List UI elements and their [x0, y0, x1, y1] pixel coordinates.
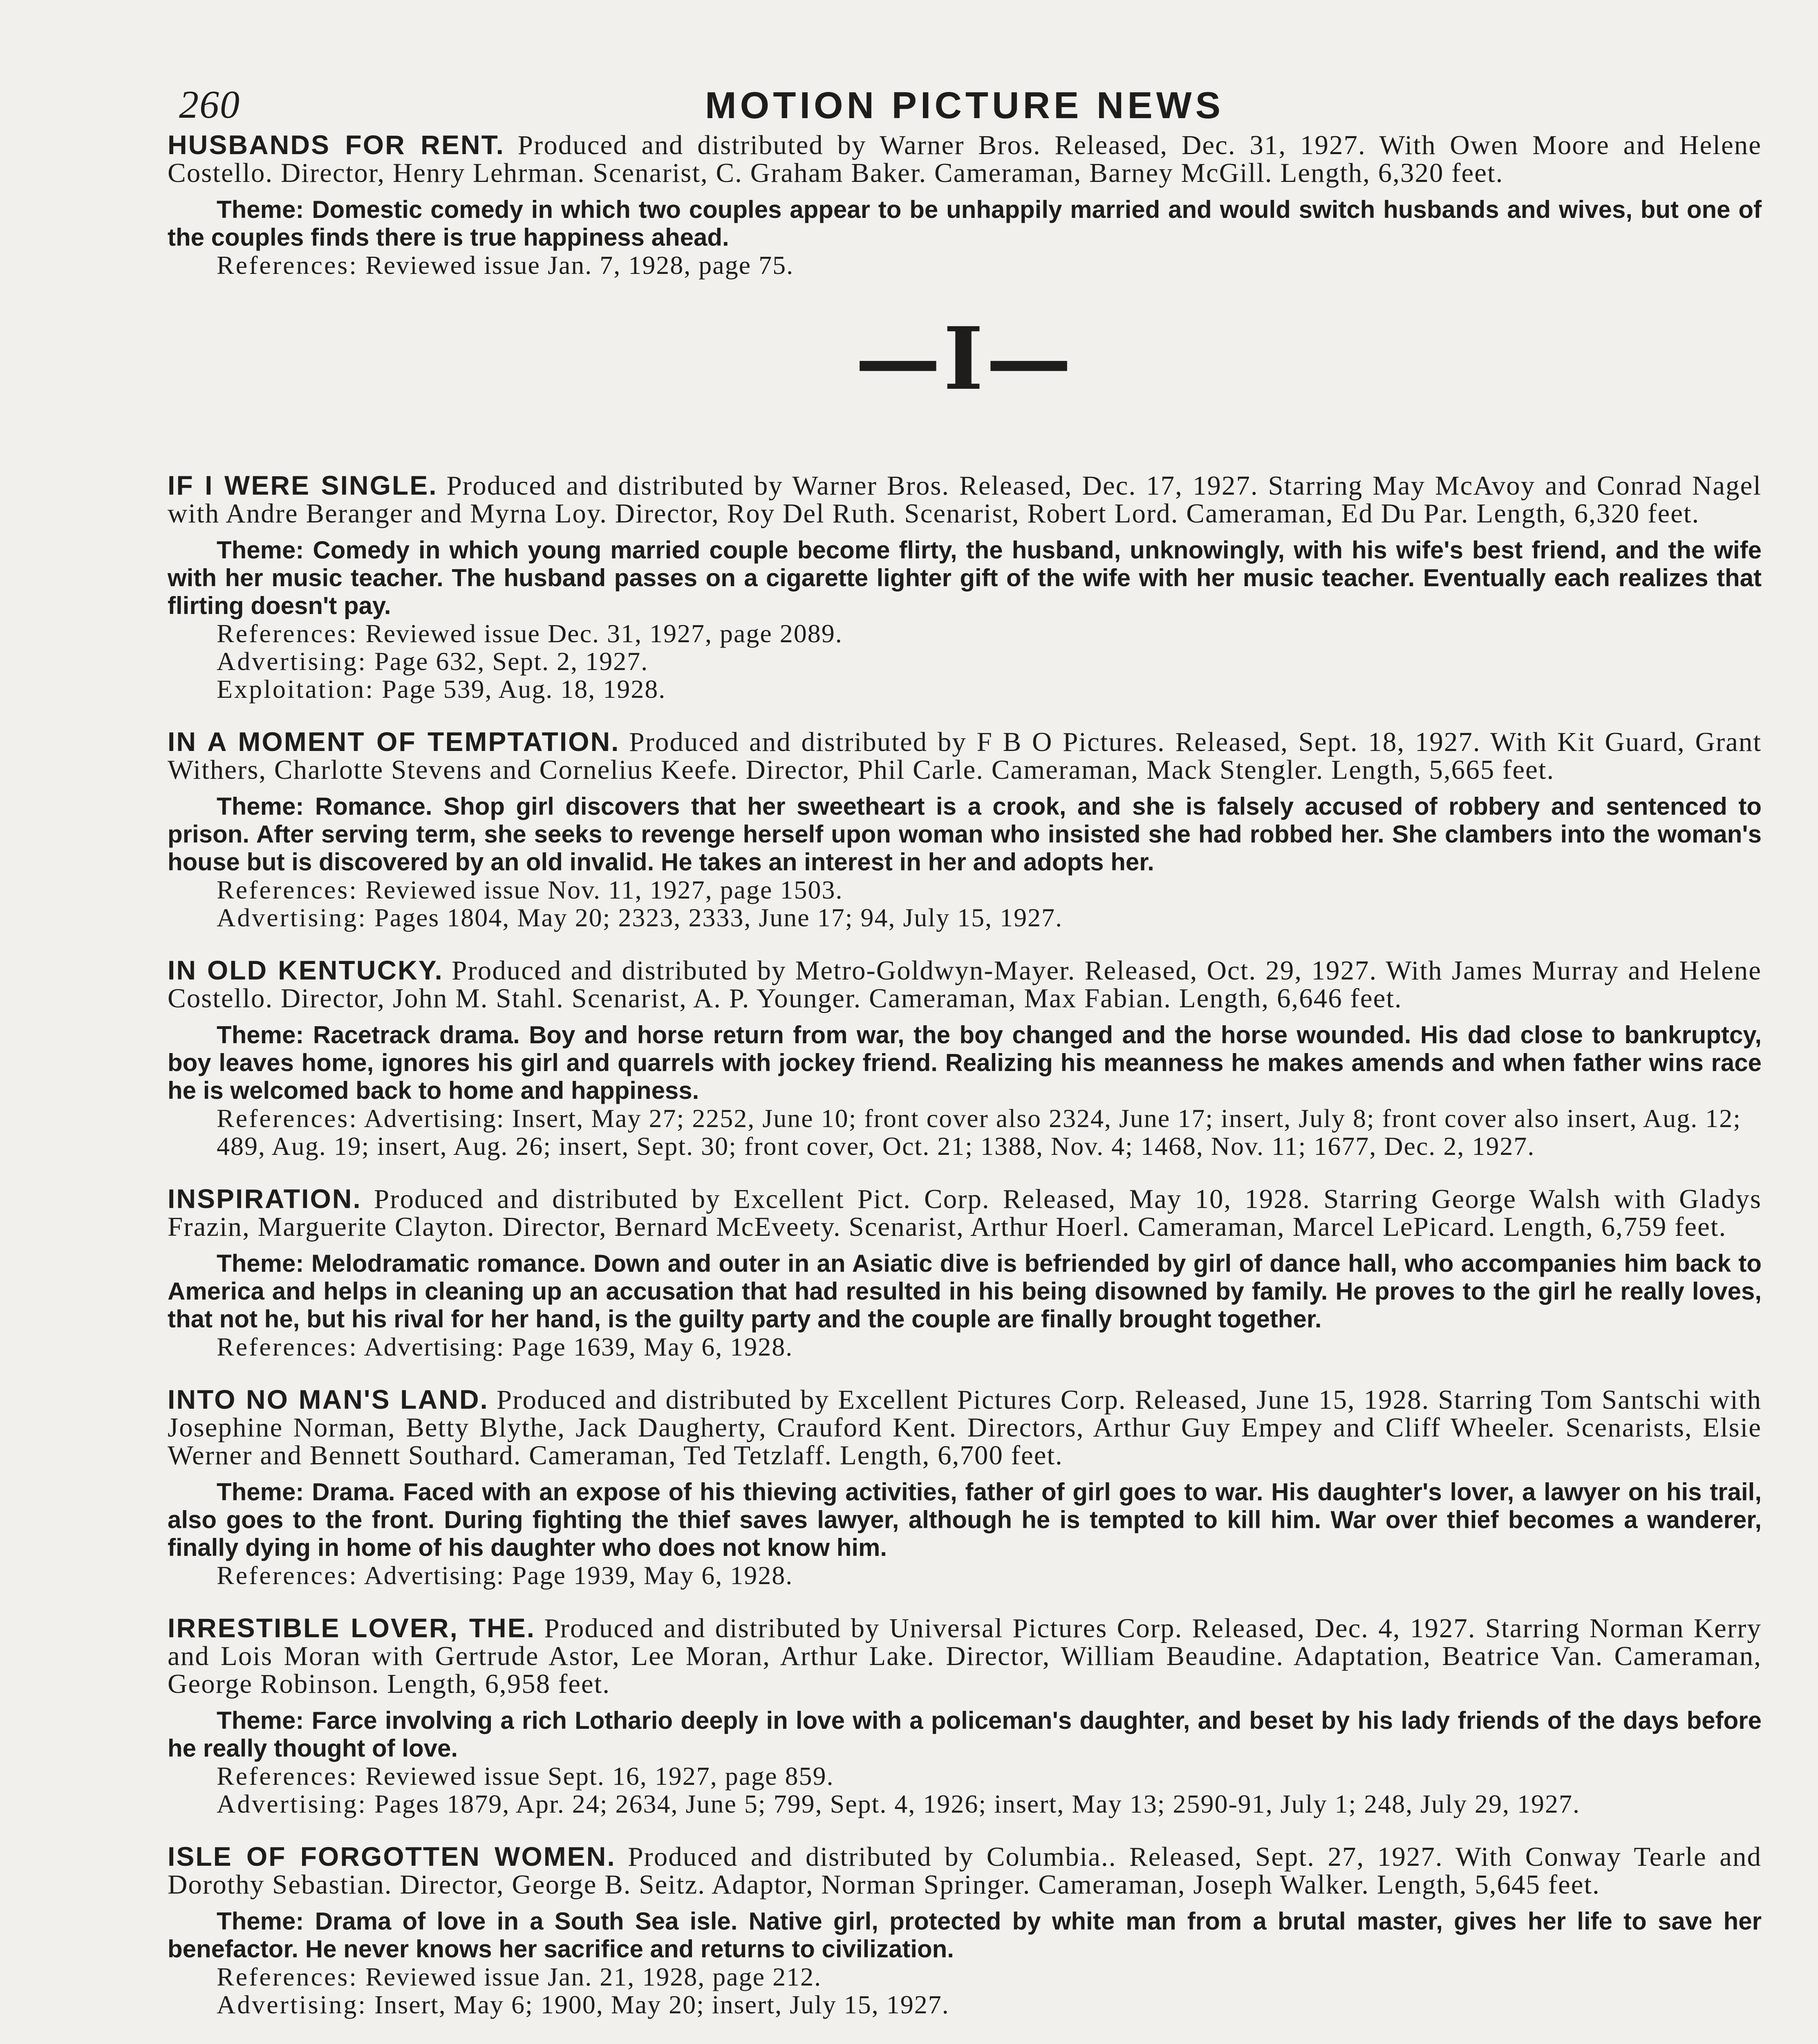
- film-title: IN A MOMENT OF TEMPTATION.: [168, 726, 620, 757]
- reference-text: Advertising: Insert, May 27; 2252, June 10; front cover also 2324, June 17; insert, July 8; front cover also insert, Aug. 12; 489, Aug. 19; insert, Aug. 26; insert, Sept. 30; front cover, Oct. 21; 1388, Nov. 4; 1468, Nov. 11; 1677, Dec. 2, 1927.: [217, 1104, 1742, 1161]
- reference-line: [217, 675, 1762, 703]
- reference-line: [217, 876, 1762, 904]
- reference-line: [217, 1762, 1762, 1790]
- film-entry: [168, 1385, 1762, 1589]
- film-entry: [168, 956, 1762, 1160]
- theme-label: Theme:: [217, 1907, 304, 1935]
- reference-line: [217, 251, 1762, 279]
- film-entry: [168, 471, 1762, 703]
- film-credits: Produced and distributed by Metro-Goldwyn-Mayer. Released, Oct. 29, 1927. With James Murray and Helene Costello. Director, John M. Stahl. Scenarist, A. P. Younger. Cameraman, Max Fabian. Length, 6,646 feet.: [168, 955, 1762, 1013]
- film-entry-header: [168, 728, 1762, 784]
- theme-text: Drama of love in a South Sea isle. Native girl, protected by white man from a brutal master, gives her life to save her benefactor. He never knows her sacrifice and returns to civilization.: [168, 1907, 1762, 1963]
- reference-line: [217, 1991, 1762, 2019]
- theme-text: Comedy in which young married couple become flirty, the husband, unknowingly, with his wife's best friend, and the wife with her music teacher. The husband passes on a cigarette lighter gift of the wife with her music teacher. Eventually each realizes that flirting doesn't pay.: [168, 536, 1762, 619]
- film-title: HUSBANDS FOR RENT.: [168, 130, 505, 160]
- film-entry: [168, 1842, 1762, 2019]
- theme-text: Romance. Shop girl discovers that her sweetheart is a crook, and she is falsely accused of robbery and sentenced to prison. After serving term, she seeks to revenge herself upon woman who insisted she had robbed her. She clambers into the woman's house but is discovered by an old invalid. He takes an interest in her and adopts her.: [168, 793, 1762, 876]
- film-credits: Produced and distributed by F B O Pictures. Released, Sept. 18, 1927. With Kit Guard, Grant Withers, Charlotte Stevens and Cornelius Keefe. Director, Phil Carle. Cameraman, Mack Stengler. Length, 5,665 feet.: [168, 727, 1762, 785]
- reference-label: References:: [217, 1104, 358, 1133]
- film-entry-header: [168, 471, 1762, 527]
- film-theme: [168, 1250, 1762, 1333]
- film-entry-header: [168, 956, 1762, 1012]
- reference-text: Pages 1879, Apr. 24; 2634, June 5; 799, Sept. 4, 1926; insert, May 13; 2590-91, July 1; 248, July 29, 1927.: [374, 1789, 1580, 1818]
- film-credits: Produced and distributed by Warner Bros. Released, Dec. 31, 1927. With Owen Moore and Helene Costello. Director, Henry Lehrman. Scenarist, C. Graham Baker. Cameraman, Barney McGill. Length, 6,320 feet.: [168, 130, 1762, 188]
- reference-label: Advertising:: [217, 1990, 367, 2019]
- film-credits: Produced and distributed by Warner Bros. Released, Dec. 17, 1927. Starring May McAvoy and Conrad Nagel with Andre Beranger and Myrna Loy. Director, Roy Del Ruth. Scenarist, Robert Lord. Cameraman, Ed Du Par. Length, 6,320 feet.: [168, 471, 1762, 529]
- theme-text: Farce involving a rich Lothario deeply in love with a policeman's daughter, and beset by his lady friends of the days before he really thought of love.: [168, 1707, 1762, 1762]
- reference-line: [217, 1562, 1762, 1589]
- film-entry-header: [168, 1385, 1762, 1469]
- reference-label: References:: [217, 1332, 358, 1361]
- reference-label: References:: [217, 1561, 358, 1590]
- film-listings: [168, 131, 1762, 2044]
- film-theme: [168, 1478, 1762, 1562]
- film-title: IRRESTIBLE LOVER, THE.: [168, 1613, 536, 1643]
- magazine-title: MOTION PICTURE NEWS: [705, 85, 1224, 126]
- theme-label: Theme:: [217, 1707, 304, 1734]
- film-title: INSPIRATION.: [168, 1183, 362, 1214]
- reference-line: [217, 1333, 1762, 1361]
- reference-text: Pages 1804, May 20; 2323, 2333, June 17; 94, July 15, 1927.: [374, 903, 1063, 932]
- film-entry-header: [168, 1614, 1762, 1698]
- reference-line: [217, 904, 1762, 932]
- reference-label: Exploitation:: [217, 675, 375, 704]
- film-theme: [168, 1707, 1762, 1762]
- film-entry-header: [168, 1185, 1762, 1241]
- reference-line: [217, 648, 1762, 675]
- film-theme: [168, 1021, 1762, 1105]
- reference-line: [217, 1105, 1762, 1160]
- theme-label: Theme:: [217, 1250, 304, 1277]
- reference-text: Advertising: Page 1939, May 6, 1928.: [364, 1561, 793, 1590]
- film-title: IF I WERE SINGLE.: [168, 470, 438, 500]
- theme-label: Theme:: [217, 196, 304, 223]
- film-entry: [168, 1614, 1762, 1818]
- reference-text: Page 632, Sept. 2, 1927.: [374, 647, 649, 676]
- page-header: [168, 82, 1762, 131]
- film-theme: [168, 1907, 1762, 1963]
- film-credits: Produced and distributed by Excellent Pict. Corp. Released, May 10, 1928. Starring George Walsh with Gladys Frazin, Marguerite Clayton. Director, Bernard McEveety. Scenarist, Arthur Hoerl. Cameraman, Marcel LePicard. Length, 6,759 feet.: [168, 1184, 1762, 1242]
- film-theme: [168, 536, 1762, 620]
- reference-text: Insert, May 6; 1900, May 20; insert, July 15, 1927.: [374, 1990, 949, 2019]
- film-title: IN OLD KENTUCKY.: [168, 955, 443, 985]
- reference-text: Advertising: Page 1639, May 6, 1928.: [364, 1332, 793, 1361]
- film-title: INTO NO MAN'S LAND.: [168, 1384, 489, 1414]
- theme-label: Theme:: [217, 1021, 304, 1049]
- reference-line: [217, 1790, 1762, 1818]
- film-entry: [168, 131, 1762, 279]
- page-number: 260: [179, 83, 240, 126]
- theme-label: Theme:: [217, 1478, 304, 1506]
- film-title: ISLE OF FORGOTTEN WOMEN.: [168, 1841, 616, 1871]
- film-theme: [168, 793, 1762, 876]
- reference-text: Reviewed issue Dec. 31, 1927, page 2089.: [365, 619, 843, 648]
- reference-label: References:: [217, 1762, 358, 1791]
- page: [168, 82, 1762, 2044]
- reference-text: Reviewed issue Sept. 16, 1927, page 859.: [365, 1762, 834, 1791]
- reference-line: [217, 620, 1762, 648]
- reference-text: Reviewed issue Jan. 21, 1928, page 212.: [365, 1962, 822, 1991]
- reference-label: Advertising:: [217, 903, 367, 932]
- reference-label: References:: [217, 251, 358, 280]
- reference-line: [217, 1963, 1762, 1991]
- reference-label: References:: [217, 1962, 358, 1991]
- theme-text: Melodramatic romance. Down and outer in an Asiatic dive is befriended by girl of dance hall, who accompanies him back to America and helps in cleaning up an accusation that had resulted in his being disowned by family. He proves to the girl he really loves, that not he, but his rival for her hand, is the guilty party and the couple are finally brought together.: [168, 1250, 1762, 1333]
- theme-text: Drama. Faced with an expose of his thieving activities, father of girl goes to war. His daughter's lover, a lawyer on his trail, also goes to the front. During fighting the thief saves lawyer, although he is tempted to kill him. War over thief becomes a wanderer, finally dying in home of his daughter who does not know him.: [168, 1478, 1762, 1561]
- film-credits: Produced and distributed by Universal Pictures Corp. Released, Dec. 4, 1927. Starring Norman Kerry and Lois Moran with Gertrude Astor, Lee Moran, Arthur Lake. Director, William Beaudine. Adaptation, Beatrice Van. Cameraman, George Robinson. Length, 6,958 feet.: [168, 1613, 1762, 1699]
- film-theme: [168, 196, 1762, 251]
- reference-label: References:: [217, 875, 358, 904]
- film-entry: [168, 1185, 1762, 1361]
- film-entry-header: [168, 1842, 1762, 1898]
- film-credits: Produced and distributed by Columbia.. Released, Sept. 27, 1927. With Conway Tearle and Dorothy Sebastian. Director, George B. Seitz. Adaptor, Norman Springer. Cameraman, Joseph Walker. Length, 5,645 feet.: [168, 1842, 1762, 1900]
- reference-label: Advertising:: [217, 647, 367, 676]
- theme-label: Theme:: [217, 793, 304, 820]
- theme-text: Domestic comedy in which two couples appear to be unhappily married and would switch husbands and wives, but one of the couples finds there is true happiness ahead.: [168, 196, 1762, 251]
- reference-label: Advertising:: [217, 1789, 367, 1818]
- film-entry-header: [168, 131, 1762, 187]
- theme-label: Theme:: [217, 536, 304, 564]
- film-entry: [168, 728, 1762, 932]
- reference-text: Reviewed issue Jan. 7, 1928, page 75.: [365, 251, 794, 280]
- reference-text: Reviewed issue Nov. 11, 1927, page 1503.: [365, 875, 843, 904]
- film-credits: Produced and distributed by Excellent Pictures Corp. Released, June 15, 1928. Starring Tom Santschi with Josephine Norman, Betty Blythe, Jack Daugherty, Crauford Kent. Directors, Arthur Guy Empey and Cliff Wheeler. Scenarists, Elsie Werner and Bennett Southard. Cameraman, Ted Tetzlaff. Length, 6,700 feet.: [168, 1385, 1762, 1470]
- section-letter-heading: —I—: [855, 308, 1075, 409]
- theme-text: Racetrack drama. Boy and horse return from war, the boy changed and the horse wounded. His dad close to bankruptcy, boy leaves home, ignores his girl and quarrels with jockey friend. Realizing his meanness he makes amends and when father wins race he is welcomed back to home and happiness.: [168, 1021, 1762, 1104]
- reference-text: Page 539, Aug. 18, 1928.: [382, 675, 666, 704]
- reference-label: References:: [217, 619, 358, 648]
